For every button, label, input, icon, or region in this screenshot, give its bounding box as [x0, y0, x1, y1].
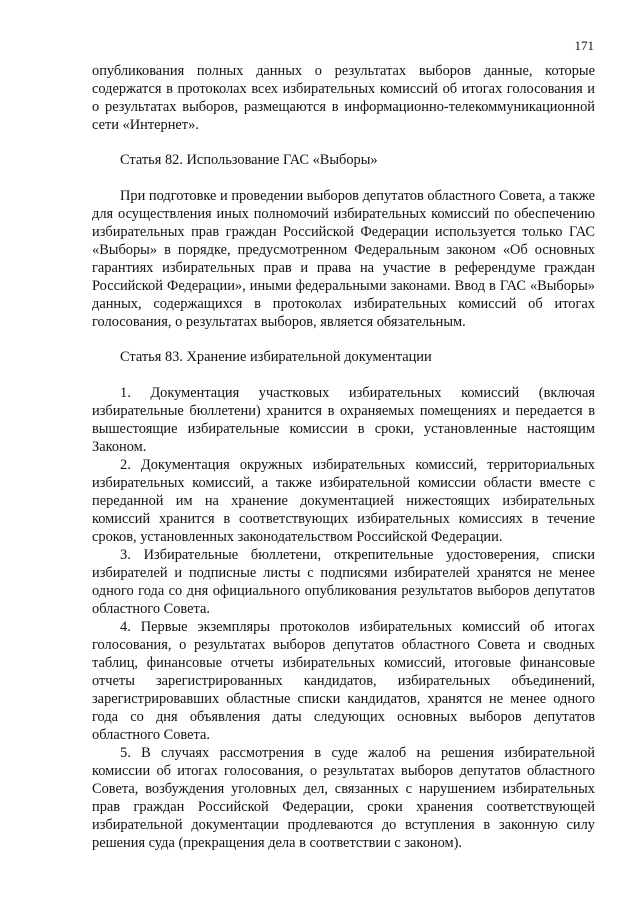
spacer	[92, 134, 595, 151]
article-83-heading: Статья 83. Хранение избирательной документации	[120, 349, 432, 365]
article-83-item-2: 2. Документация окружных избирательных комиссий, территориальных избирательных комиссий, а также избирательной комиссии области вместе с переданной им на хранение документацией нижестоящих избирательных комиссий хранится в соответствующих избирательных комиссиях в течение сроков, установленных законодательством Российской Федерации.	[92, 457, 595, 545]
article-82-paragraph: При подготовке и проведении выборов депутатов областного Совета, а также для осуществления иных полномочий избирательных комиссий по обеспечению избирательных прав граждан Российской Федерации используется только ГАС «Выборы» в порядке, предусмотренном Федеральным законом «Об основных гарантиях избирательных прав и права на участие в референдуме граждан Российской Федерации», иными федеральными законами. Ввод в ГАС «Выборы» данных, содержащихся в протоколах избирательных комиссий об итогах голосования, о результатах выборов, является обязательным.	[92, 188, 595, 330]
spacer	[92, 169, 595, 187]
article-83-item-1: 1. Документация участковых избирательных комиссий (включая избирательные бюллетени) хранится в охраняемых помещениях и передается в вышестоящие избирательные комиссии в сроки, установленные настоящим Законом.	[92, 385, 595, 455]
spacer	[92, 366, 595, 384]
article-83-item-5: 5. В случаях рассмотрения в суде жалоб на решения избирательной комиссии об итогах голосования, о результатах выборов депутатов областного Совета, возбуждения уголовных дел, связанных с нарушением избирательных прав граждан Российской Федерации, сроки хранения соответствующей избирательной документации продлеваются до вступления в законную силу решения суда (прекращения дела в соответствии с законом).	[92, 745, 595, 851]
page-number: 171	[574, 38, 594, 53]
article-83-item-3: 3. Избирательные бюллетени, открепительные удостоверения, списки избирателей и подписные листы с подписями избирателей хранятся не менее одного года со дня официального опубликования результатов выборов депутатов областного Совета.	[92, 547, 595, 617]
article-82-heading: Статья 82. Использование ГАС «Выборы»	[120, 152, 378, 168]
intro-paragraph: опубликования полных данных о результатах выборов данные, которые содержатся в протоколах всех избирательных комиссий об итогах голосования и о результатах выборов, размещаются в информационно-телекоммуникационной сети «Интернет».	[92, 63, 595, 133]
spacer	[92, 331, 595, 348]
document-body	[92, 62, 595, 852]
article-83-item-4: 4. Первые экземпляры протоколов избирательных комиссий об итогах голосования, о результатах выборов депутатов областного Совета и сводных таблиц, финансовые отчеты избирательных комиссий, итоговые финансовые отчеты зарегистрированных кандидатов, избирательных объединений, зарегистрировавших областные списки кандидатов, хранятся не менее одного года со дня объявления даты следующих основных выборов депутатов областного Совета.	[92, 619, 595, 743]
